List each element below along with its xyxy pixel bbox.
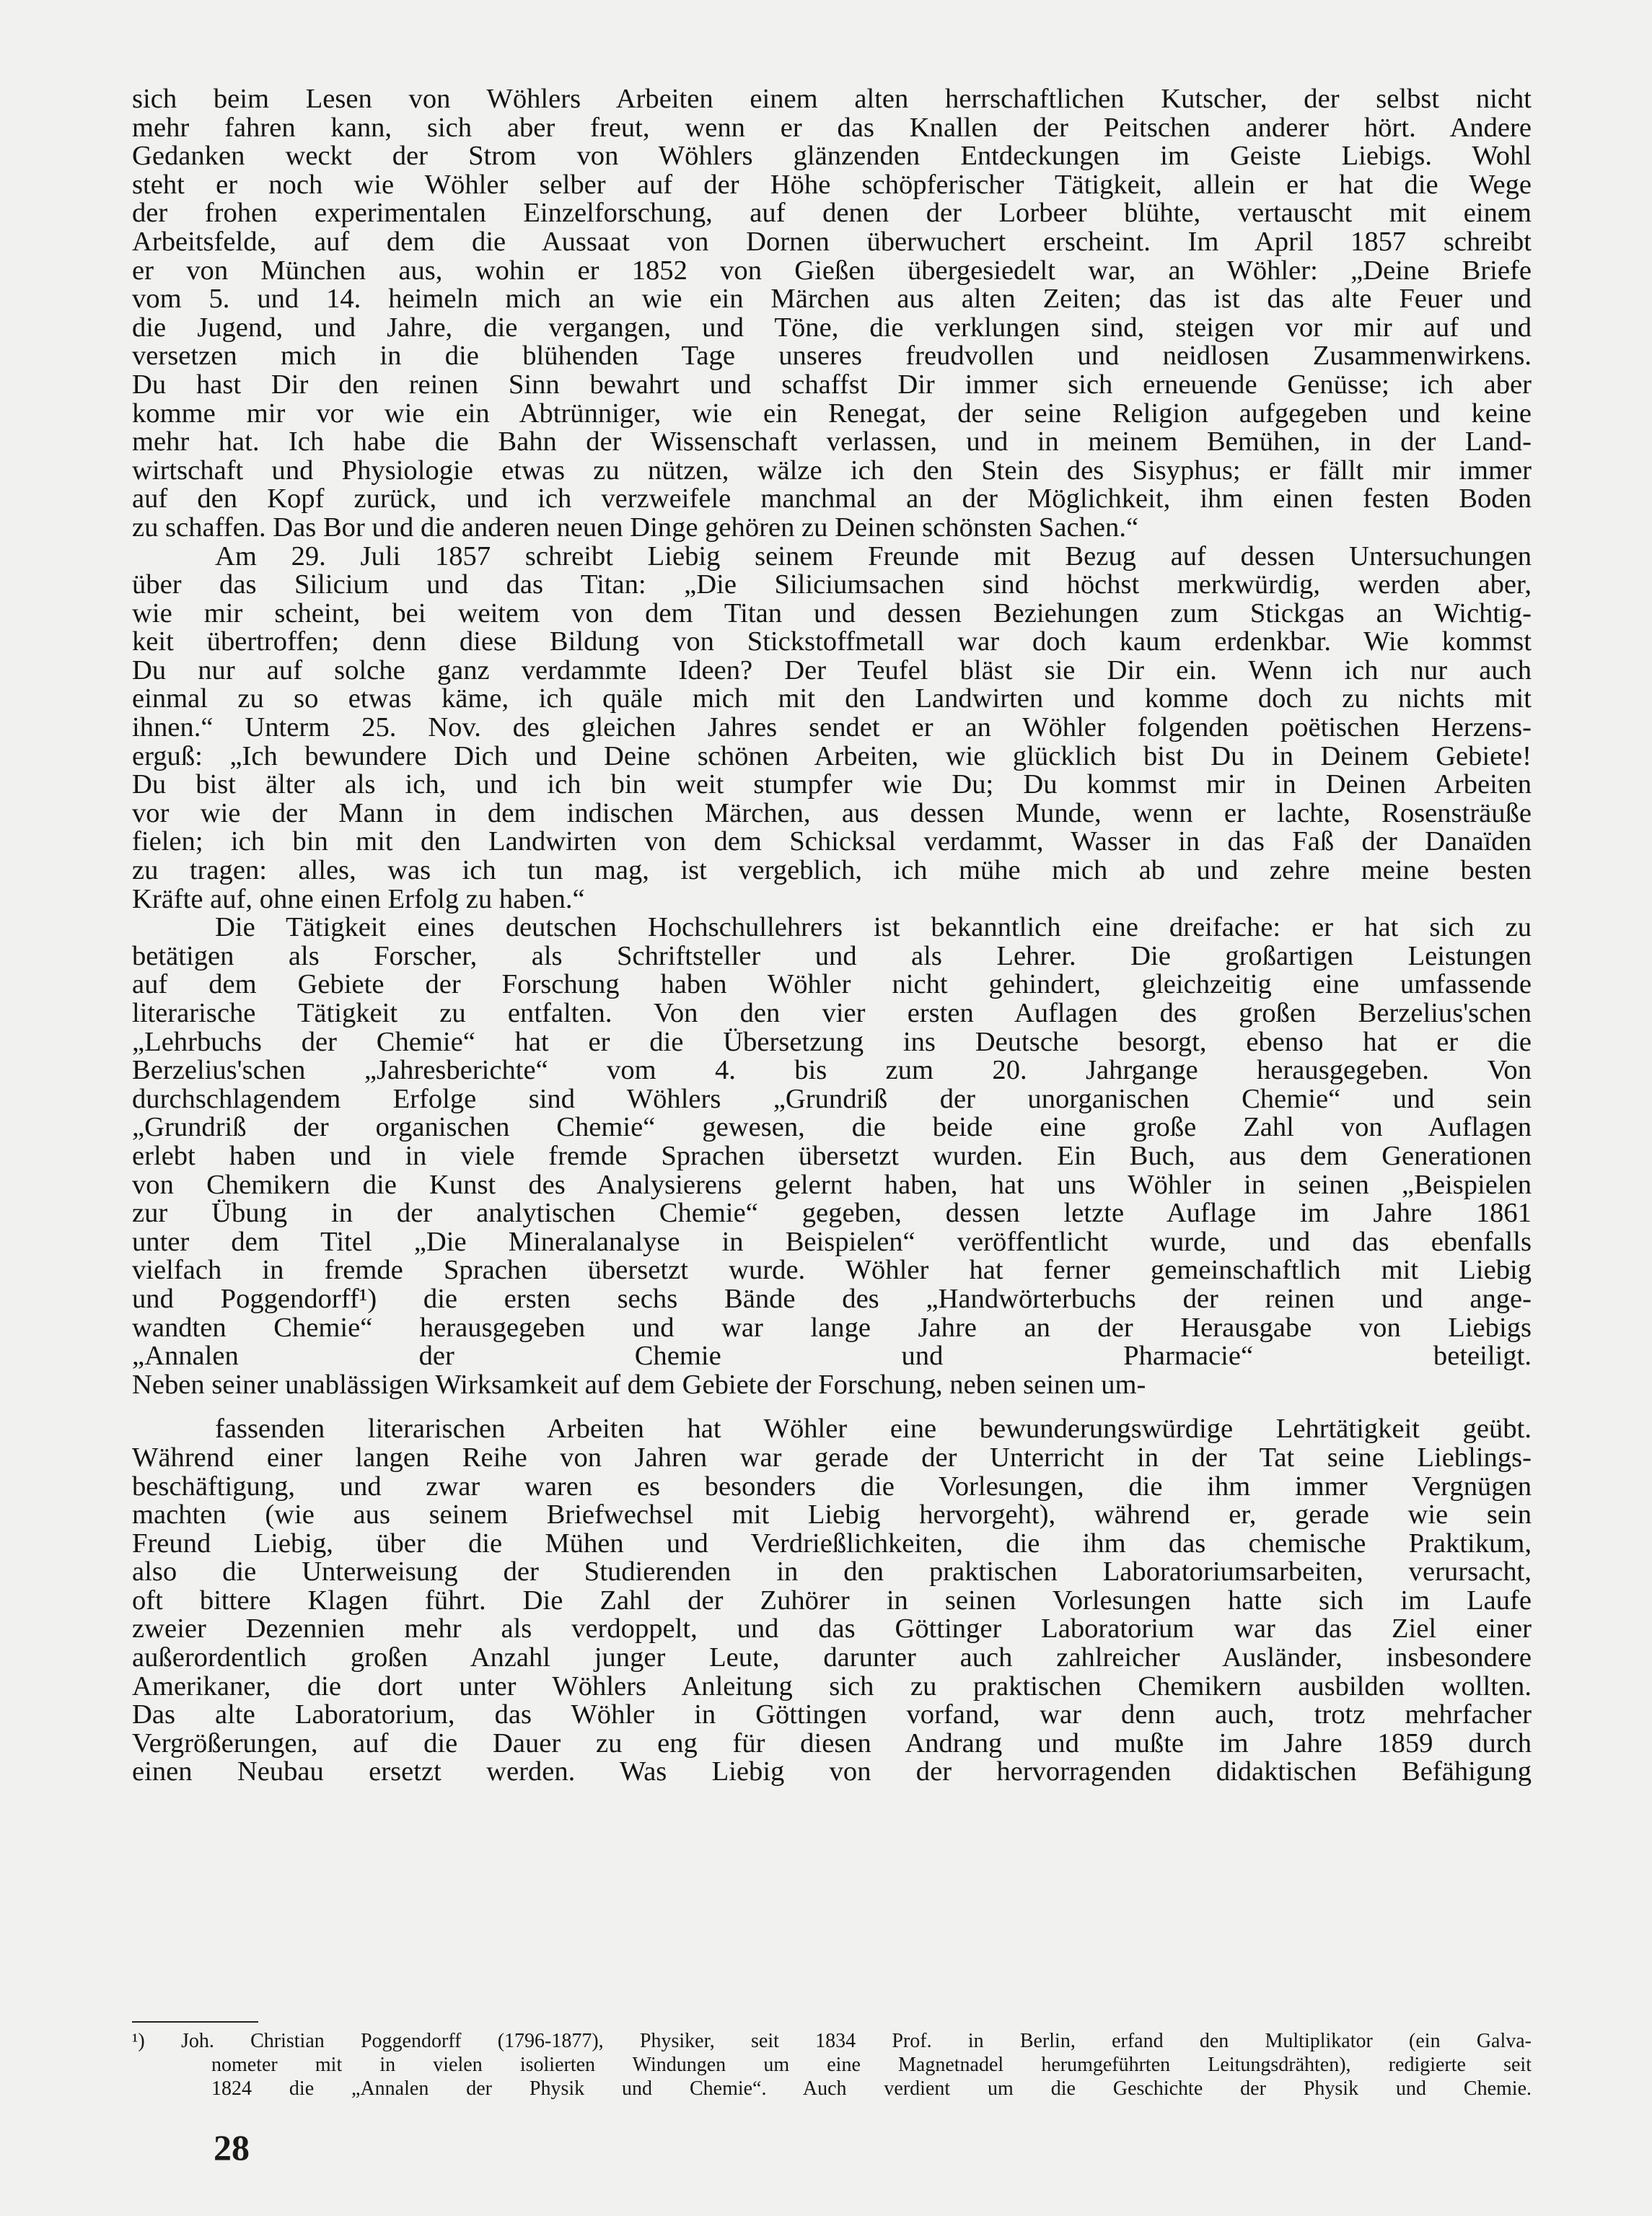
text-line: erlebt haben und in viele fremde Sprachen übersetzt wurden. Ein Buch, aus dem Generationen xyxy=(132,1140,1532,1171)
text-line: auf dem Gebiete der Forschung haben Wöhler nicht gehindert, gleichzeitig eine umfassende xyxy=(132,969,1532,1000)
text-line: oft bittere Klagen führt. Die Zahl der Zuhörer in seinen Vorlesungen hatte sich im Laufe xyxy=(132,1585,1532,1616)
text-line: „Grundriß der organischen Chemie“ gewesen, die beide eine große Zahl von Auflagen xyxy=(132,1112,1532,1143)
text-line: mehr fahren kann, sich aber freut, wenn er das Knallen der Peitschen anderer hört. Andere xyxy=(132,112,1532,143)
paragraph-start: Am 29. Juli 1857 schreibt Liebig seinem Freunde mit Bezug auf dessen Untersuchungen xyxy=(215,540,1532,571)
text-line: zweier Dezennien mehr als verdoppelt, und das Göttinger Laboratorium war das Ziel einer xyxy=(132,1613,1532,1645)
text-line: sich beim Lesen von Wöhlers Arbeiten einem alten herrschaftlichen Kutscher, der selbst nicht xyxy=(132,84,1532,114)
body-text xyxy=(132,85,1532,1844)
text-line: unter dem Titel „Die Mineralanalyse in Beispielen“ veröffentlicht wurde, und das ebenfalls xyxy=(132,1226,1532,1257)
text-line: Du bist älter als ich, und ich bin weit stumpfer wie Du; Du kommst mir in Deinen Arbeiten xyxy=(132,769,1532,800)
text-line: einmal zu so etwas käme, ich quäle mich mit den Landwirten und komme doch zu nichts mit xyxy=(132,683,1532,714)
text-line: außerordentlich großen Anzahl junger Leute, darunter auch zahlreicher Ausländer, insbesondere xyxy=(132,1642,1532,1673)
text-line: durchschlagendem Erfolge sind Wöhlers „Grundriß der unorganischen Chemie“ und sein xyxy=(132,1083,1532,1114)
footnote-divider xyxy=(132,2021,258,2023)
text-line: vielfach in fremde Sprachen übersetzt wurde. Wöhler hat ferner gemeinschaftlich mit Liebig xyxy=(132,1255,1532,1286)
text-line: Neben seiner unablässigen Wirksamkeit auf dem Gebiete der Forschung, neben seinen um- xyxy=(132,1369,1146,1400)
paragraph-start: Die Tätigkeit eines deutschen Hochschullehrers ist bekanntlich eine dreifache: er hat sich zu xyxy=(215,912,1532,943)
text-line: betätigen als Forscher, als Schriftsteller und als Lehrer. Die großartigen Leistungen xyxy=(132,940,1532,971)
text-line: Freund Liebig, über die Mühen und Verdrießlichkeiten, die ihm das chemische Praktikum, xyxy=(132,1528,1532,1559)
text-line: mehr hat. Ich habe die Bahn der Wissenschaft verlassen, und in meinem Bemühen, in der Land- xyxy=(132,426,1532,457)
text-line: und Poggendorff¹) die ersten sechs Bände des „Handwörterbuchs der reinen und ange- xyxy=(132,1283,1532,1314)
text-line: wirtschaft und Physiologie etwas zu nützen, wälze ich den Stein des Sisyphus; er fällt mir immer xyxy=(132,455,1532,486)
text-line: „Lehrbuchs der Chemie“ hat er die Übersetzung ins Deutsche besorgt, ebenso hat er die xyxy=(132,1026,1532,1057)
text-line: Du hast Dir den reinen Sinn bewahrt und schaffst Dir immer sich erneuende Genüsse; ich aber xyxy=(132,369,1532,400)
text-line: wandten Chemie“ herausgegeben und war lange Jahre an der Herausgabe von Liebigs xyxy=(132,1312,1532,1343)
text-line: wie mir scheint, bei weitem von dem Titan und dessen Beziehungen zum Stickgas an Wichtig- xyxy=(132,597,1532,629)
text-line: Gedanken weckt der Strom von Wöhlers glänzenden Entdeckungen im Geiste Liebigs. Wohl xyxy=(132,141,1532,172)
text-line: ihnen.“ Unterm 25. Nov. des gleichen Jahres sendet er an Wöhler folgenden poëtischen Herzens- xyxy=(132,712,1532,743)
text-line: von Chemikern die Kunst des Analysierens gelernt haben, hat uns Wöhler in seinen „Beispielen xyxy=(132,1169,1532,1200)
footnote-line: 1824 die „Annalen der Physik und Chemie“. Auch verdient um die Geschichte der Physik und Chemie. xyxy=(211,2077,1532,2100)
paragraph-gap xyxy=(132,1399,1532,1415)
text-line: Amerikaner, die dort unter Wöhlers Anleitung sich zu praktischen Chemikern ausbilden wollten. xyxy=(132,1670,1532,1702)
text-line: zu tragen: alles, was ich tun mag, ist vergeblich, ich mühe mich ab und zehre meine besten xyxy=(132,855,1532,886)
text-line: Das alte Laboratorium, das Wöhler in Göttingen vorfand, war denn auch, trotz mehrfacher xyxy=(132,1699,1532,1730)
text-line: vor wie der Mann in dem indischen Märchen, aus dessen Munde, wenn er lachte, Rosensträuße xyxy=(132,797,1532,828)
paragraph-start: fassenden literarischen Arbeiten hat Wöhler eine bewunderungswürdige Lehrtätigkeit geübt. xyxy=(215,1414,1532,1445)
text-line: fielen; ich bin mit den Landwirten von dem Schicksal verdammt, Wasser in das Faß der Danaïden xyxy=(132,826,1532,857)
text-line: literarische Tätigkeit zu entfalten. Von den vier ersten Auflagen des großen Berzelius'schen xyxy=(132,998,1532,1028)
text-line: Arbeitsfelde, auf dem die Aussaat von Dornen überwuchert erscheint. Im April 1857 schreibt xyxy=(132,226,1532,257)
footnote-line: ¹) Joh. Christian Poggendorff (1796-1877), Physiker, seit 1834 Prof. in Berlin, erfand den Multiplikator (ein Galva- xyxy=(132,2030,1532,2052)
text-line: erguß: „Ich bewundere Dich und Deine schönen Arbeiten, wie glücklich bist Du in Deinem Gebiete! xyxy=(132,740,1532,771)
text-line: über das Silicium und das Titan: „Die Siliciumsachen sind höchst merkwürdig, werden aber, xyxy=(132,569,1532,600)
text-line: einen Neubau ersetzt werden. Was Liebig von der hervorragenden didaktischen Befähigung xyxy=(132,1756,1532,1787)
text-line: „Annalen der Chemie und Pharmacie“ beteiligt. xyxy=(132,1341,1532,1372)
text-line: steht er noch wie Wöhler selber auf der Höhe schöpferischer Tätigkeit, allein er hat die Wege xyxy=(132,169,1532,200)
page-number: 28 xyxy=(214,2127,250,2168)
text-line: er von München aus, wohin er 1852 von Gießen übergesiedelt war, an Wöhler: „Deine Briefe xyxy=(132,255,1532,286)
text-line: der frohen experimentalen Einzelforschung, auf denen der Lorbeer blühte, vertauscht mit einem xyxy=(132,198,1532,229)
text-line: komme mir vor wie ein Abtrünniger, wie ein Renegat, der seine Religion aufgegeben und keine xyxy=(132,398,1532,429)
text-line: keit übertroffen; denn diese Bildung von Stickstoffmetall war doch kaum erdenkbar. Wie kommst xyxy=(132,626,1532,657)
text-line: zu schaffen. Das Bor und die anderen neuen Dinge gehören zu Deinen schönsten Sachen.“ xyxy=(132,512,1139,543)
text-line xyxy=(132,1787,1532,1816)
text-line: Kräfte auf, ohne einen Erfolg zu haben.“ xyxy=(132,883,585,914)
text-line: machten (wie aus seinem Briefwechsel mit Liebig hervorgeht), während er, gerade wie sein xyxy=(132,1499,1532,1530)
text-line: beschäftigung, und zwar waren es besonders die Vorlesungen, die ihm immer Vergnügen xyxy=(132,1471,1532,1502)
text-line: Während einer langen Reihe von Jahren war gerade der Unterricht in der Tat seine Lieblings- xyxy=(132,1442,1532,1473)
text-line: Berzelius'schen „Jahresberichte“ vom 4. bis zum 20. Jahrgange herausgegeben. Von xyxy=(132,1055,1532,1086)
text-line xyxy=(132,1816,1532,1844)
text-line: die Jugend, und Jahre, die vergangen, und Töne, die verklungen sind, steigen vor mir auf und xyxy=(132,312,1532,343)
footnote-line: nometer mit in vielen isolierten Windungen um eine Magnetnadel herumgeführten Leitungsdrähten), redigierte seit xyxy=(211,2054,1532,2076)
text-line: also die Unterweisung der Studierenden in den praktischen Laboratoriumsarbeiten, verursacht, xyxy=(132,1556,1532,1587)
footnote xyxy=(132,2029,1532,2101)
text-line: auf den Kopf zurück, und ich verzweifele manchmal an der Möglichkeit, ihm einen festen Boden xyxy=(132,483,1532,514)
text-line: versetzen mich in die blühenden Tage unseres freudvollen und neidlosen Zusammenwirkens. xyxy=(132,341,1532,372)
text-line: vom 5. und 14. heimeln mich an wie ein Märchen aus alten Zeiten; das ist das alte Feuer und xyxy=(132,284,1532,315)
text-line: zur Übung in der analytischen Chemie“ gegeben, dessen letzte Auflage im Jahre 1861 xyxy=(132,1198,1532,1229)
text-line: Vergrößerungen, auf die Dauer zu eng für diesen Andrang und mußte im Jahre 1859 durch xyxy=(132,1727,1532,1759)
text-line: Du nur auf solche ganz verdammte Ideen? Der Teufel bläst sie Dir ein. Wenn ich nur auch xyxy=(132,654,1532,686)
